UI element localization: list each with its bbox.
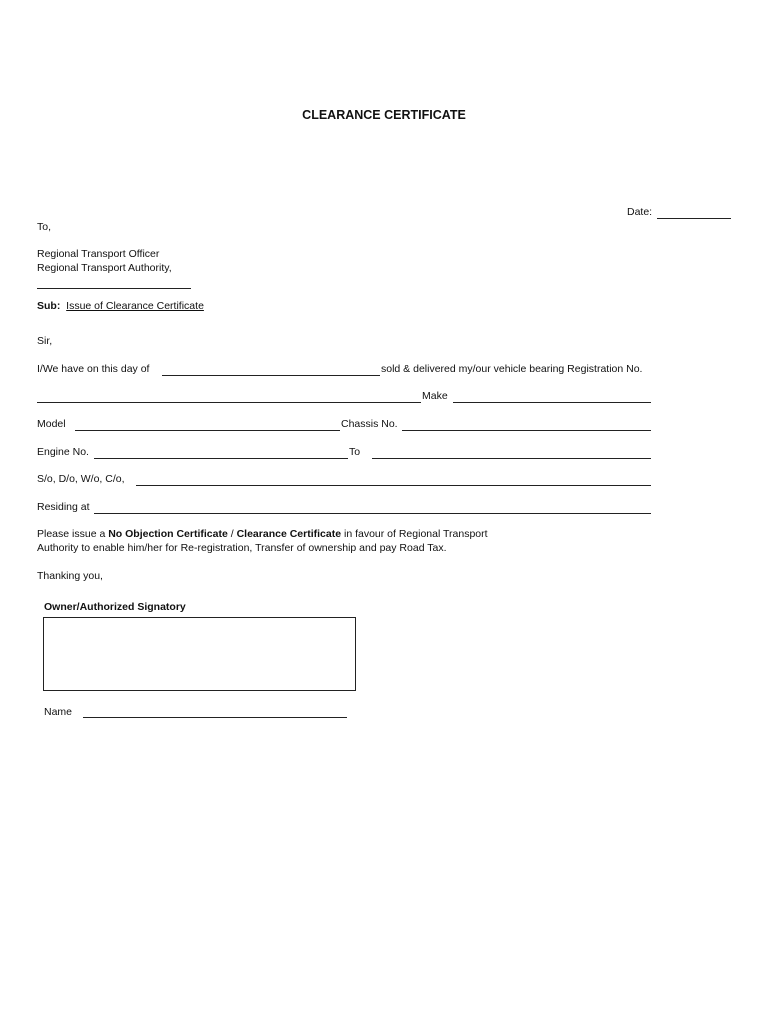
- residing-field[interactable]: [94, 513, 651, 514]
- request-line-2: Authority to enable him/her for Re-registration, Transfer of ownership and pay Road Tax.: [37, 542, 447, 554]
- addressee-location-field[interactable]: [37, 288, 191, 289]
- registration-label: sold & delivered my/our vehicle bearing Registration No.: [381, 363, 643, 375]
- to-name-field[interactable]: [372, 458, 651, 459]
- model-label: Model: [37, 418, 66, 430]
- addressee-line-1: Regional Transport Officer: [37, 248, 160, 260]
- make-label: Make: [422, 390, 448, 402]
- date-field[interactable]: [657, 218, 731, 219]
- salutation: Sir,: [37, 335, 53, 347]
- subject-label: Sub:: [37, 300, 61, 312]
- request-sep: /: [227, 528, 237, 540]
- name-label: Name: [44, 706, 73, 718]
- to-label: To,: [37, 221, 52, 233]
- addressee-line-2: Regional Transport Authority,: [37, 262, 172, 274]
- relation-field[interactable]: [136, 485, 651, 486]
- request-pre: Please issue a: [37, 528, 109, 540]
- chassis-field[interactable]: [402, 430, 651, 431]
- request-clearance: Clearance Certificate: [236, 528, 342, 540]
- engine-label: Engine No.: [37, 446, 89, 458]
- model-field[interactable]: [75, 430, 340, 431]
- page-title: CLEARANCE CERTIFICATE: [302, 108, 466, 122]
- request-post: in favour of Regional Transport: [341, 528, 488, 540]
- request-line-1: [37, 528, 488, 541]
- day-label: I/We have on this day of: [37, 363, 150, 375]
- signature-box[interactable]: [43, 617, 356, 691]
- subject-line: [37, 300, 204, 313]
- engine-field[interactable]: [94, 458, 348, 459]
- date-label: Date:: [627, 206, 653, 218]
- day-field[interactable]: [162, 375, 380, 376]
- subject-text: Issue of Clearance Certificate: [66, 300, 204, 312]
- name-field[interactable]: [83, 717, 347, 718]
- residing-label: Residing at: [37, 501, 90, 513]
- signatory-label: Owner/Authorized Signatory: [44, 601, 186, 613]
- to-name-label: To: [349, 446, 361, 458]
- closing: Thanking you,: [37, 570, 103, 582]
- make-field[interactable]: [453, 402, 651, 403]
- request-noc: No Objection Certificate: [108, 528, 228, 540]
- registration-field[interactable]: [37, 402, 421, 403]
- relation-label: S/o, D/o, W/o, C/o,: [37, 473, 125, 485]
- chassis-label: Chassis No.: [341, 418, 398, 430]
